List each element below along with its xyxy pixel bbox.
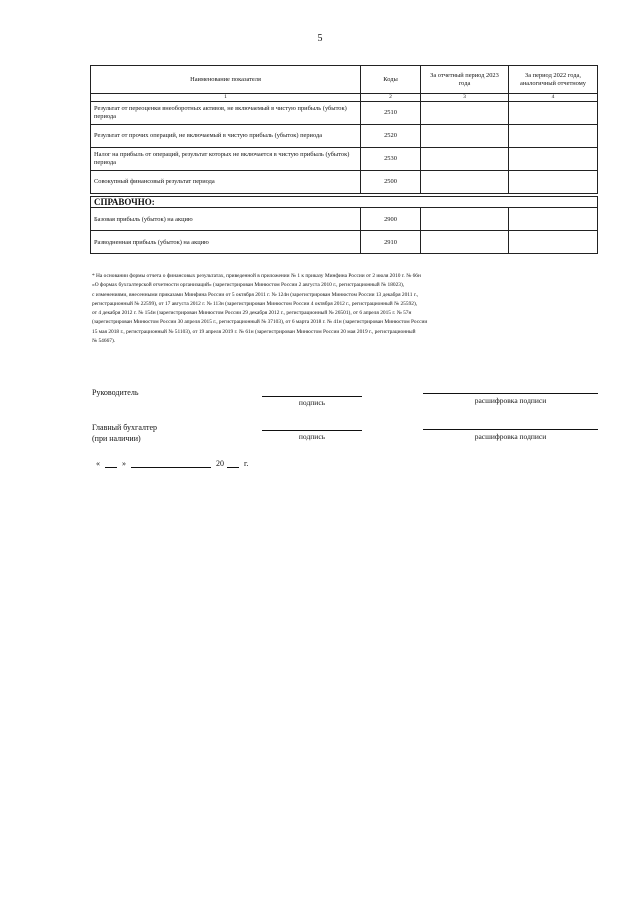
chief-accountant-optional-label: (при наличии) — [92, 434, 141, 443]
footnote — [92, 272, 597, 346]
row-current-value — [421, 101, 509, 124]
chief-accountant-signature-line[interactable] — [262, 430, 362, 431]
header-previous-period: За период 2022 года, аналогичный отчетному — [509, 66, 598, 94]
chief-accountant-decryption-caption: расшифровка подписи — [474, 432, 547, 441]
row-previous-value — [509, 101, 598, 124]
table-row — [91, 124, 598, 147]
head-signature-line[interactable] — [262, 396, 362, 397]
row-current-value — [421, 124, 509, 147]
row-code: 2500 — [361, 170, 421, 193]
head-signature-caption: подпись — [298, 398, 326, 407]
chief-accountant-decryption-line[interactable] — [423, 429, 598, 430]
footnote-line: 15 мая 2018 г., регистрационный № 51103), от 19 апреля 2019 г. № 61н (зарегистрирован Минюстом России 20 мая 2019 г., регистрационный — [92, 328, 416, 335]
date-year-suffix: г. — [244, 459, 249, 468]
row-code: 2910 — [361, 231, 421, 254]
row-current-value — [421, 208, 509, 231]
column-index: 4 — [509, 94, 598, 102]
footnote-line: * На основании формы отчета о финансовых результатах, приведенной в приложении № 1 к приказу Минфина России от 2 июля 2010 г. № 66н — [92, 273, 421, 279]
table-row — [91, 208, 598, 231]
chief-accountant-label: Главный бухгалтер — [92, 423, 157, 432]
date-line — [96, 459, 248, 468]
table-row — [91, 231, 598, 254]
date-day-blank[interactable] — [105, 459, 117, 468]
reference-title: СПРАВОЧНО: — [91, 196, 598, 208]
row-current-value — [421, 231, 509, 254]
date-close-quote: » — [122, 459, 126, 468]
row-code: 2530 — [361, 147, 421, 170]
head-decryption-line[interactable] — [423, 393, 598, 394]
date-year-blank[interactable] — [227, 459, 239, 468]
header-current-period: За отчетный период 2023 года — [421, 66, 509, 94]
footnote-line: № 54667). — [92, 338, 116, 345]
chief-accountant-signature-caption: подпись — [298, 432, 326, 441]
date-month-blank[interactable] — [131, 459, 211, 468]
table-row — [91, 101, 598, 124]
footnote-line: «О формах бухгалтерской отчетности организаций» (зарегистрирован Минюстом России 2 августа 2010 г., регистрационный № 18023), — [92, 282, 405, 289]
footnote-line: (зарегистрирован Минюстом России 30 апреля 2015 г., регистрационный № 37103), от 6 марта 2018 г. № 41н (зарегистрирован Минюстом России — [92, 319, 428, 326]
row-previous-value — [509, 208, 598, 231]
page-number: 5 — [317, 33, 323, 44]
footnote-line: регистрационный № 22599), от 17 августа 2012 г. № 113н (зарегистрирован Минюстом России 4 октября 2012 г., регистрационный № 25592), — [92, 300, 418, 307]
row-current-value — [421, 147, 509, 170]
table-row — [91, 170, 598, 193]
row-code: 2900 — [361, 208, 421, 231]
row-code: 2520 — [361, 124, 421, 147]
date-open-quote: « — [96, 459, 100, 468]
row-name: Базовая прибыль (убыток) на акцию — [91, 208, 361, 231]
table-row — [91, 147, 598, 170]
row-current-value — [421, 170, 509, 193]
row-code: 2510 — [361, 101, 421, 124]
header-name: Наименование показателя — [91, 66, 361, 94]
row-name: Результат от прочих операций, не включаемый в чистую прибыль (убыток) периода — [91, 124, 361, 147]
footnote-line: с изменениями, внесенными приказами Минфина России от 5 октября 2011 г. № 124н (зарегистрирован Минюстом России 13 декабря 2011 г., — [92, 291, 419, 298]
row-name: Разводненная прибыль (убыток) на акцию — [91, 231, 361, 254]
row-previous-value — [509, 231, 598, 254]
head-decryption-caption: расшифровка подписи — [474, 396, 547, 405]
row-previous-value — [509, 124, 598, 147]
row-name: Совокупный финансовый результат периода — [91, 170, 361, 193]
row-name: Результат от переоценки внеоборотных активов, не включаемый в чистую прибыль (убыток) периода — [91, 101, 361, 124]
column-index: 1 — [91, 94, 361, 102]
column-index: 2 — [361, 94, 421, 102]
row-name: Налог на прибыль от операций, результат которых не включается в чистую прибыль (убыток) периода — [91, 147, 361, 170]
column-index-row — [91, 94, 598, 102]
financial-results-table — [90, 65, 598, 254]
row-previous-value — [509, 147, 598, 170]
table-header-row — [91, 66, 598, 94]
column-index: 3 — [421, 94, 509, 102]
footnote-line: от 4 декабря 2012 г. № 154н (зарегистрирован Минюстом России 29 декабря 2012 г., регистрационный № 26501), от 6 апреля 2015 г. № 57н — [92, 310, 412, 317]
reference-title-row — [91, 196, 598, 208]
date-year-prefix: 20 — [216, 459, 224, 468]
header-code: Коды — [361, 66, 421, 94]
row-previous-value — [509, 170, 598, 193]
head-label: Руководитель — [92, 388, 139, 397]
